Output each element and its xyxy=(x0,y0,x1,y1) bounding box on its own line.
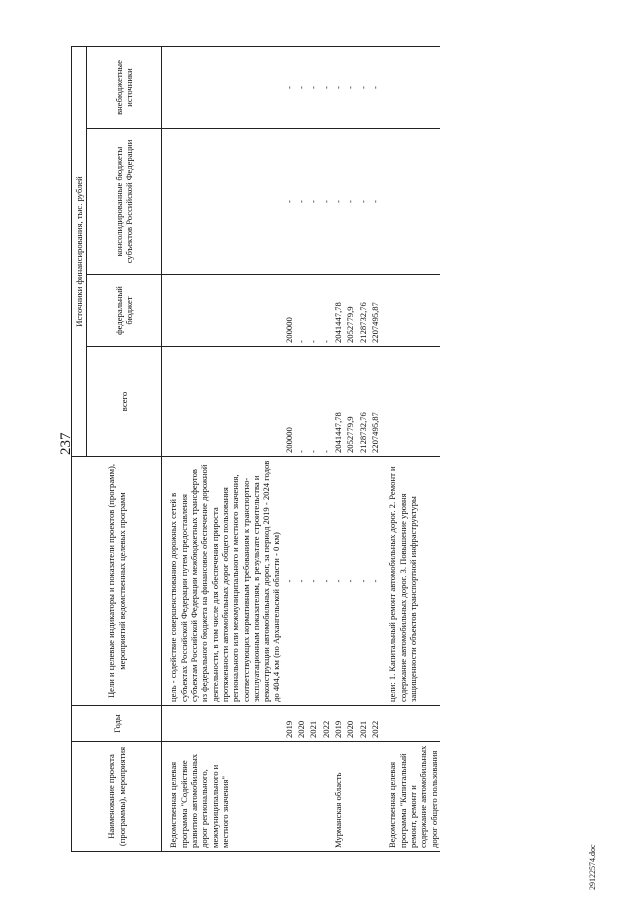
cell-federal: 2128732,76 xyxy=(357,275,369,347)
cell-extra xyxy=(162,46,283,128)
cell-goal: - xyxy=(283,457,295,706)
cell-extra: - xyxy=(320,46,332,128)
cell-name xyxy=(357,742,369,852)
cell-extra: - xyxy=(369,46,381,128)
cell-federal: - xyxy=(307,275,319,347)
header-funding-group: Источники финансирования, тыс. рублей xyxy=(72,46,87,456)
cell-year: 2019 xyxy=(332,706,344,742)
cell-year xyxy=(162,706,283,742)
table-row xyxy=(320,46,332,851)
header-extra: внебюджетные источники xyxy=(87,46,162,128)
cell-extra xyxy=(381,46,440,128)
cell-regional xyxy=(162,129,283,275)
cell-year: 2020 xyxy=(344,706,356,742)
cell-name xyxy=(307,742,319,852)
cell-regional: - xyxy=(283,129,295,275)
funding-table xyxy=(71,46,440,852)
cell-name xyxy=(295,742,307,852)
cell-extra: - xyxy=(283,46,295,128)
table-row xyxy=(332,46,344,851)
cell-regional: - xyxy=(307,129,319,275)
cell-total: 2207495,87 xyxy=(369,347,381,457)
header-regional: консолидированные бюджеты субъектов Российской Федерации xyxy=(87,129,162,275)
cell-regional: - xyxy=(344,129,356,275)
header-years: Годы xyxy=(72,706,162,742)
cell-goal: - xyxy=(295,457,307,706)
cell-total: 2041447,78 xyxy=(332,347,344,457)
cell-federal: 2052779,9 xyxy=(344,275,356,347)
cell-year: 2022 xyxy=(320,706,332,742)
cell-year: 2021 xyxy=(357,706,369,742)
cell-goal: - xyxy=(344,457,356,706)
cell-total: 200000 xyxy=(283,347,295,457)
cell-name xyxy=(344,742,356,852)
cell-total: - xyxy=(295,347,307,457)
header-name: Наименование проекта (программы), мероприятия xyxy=(72,742,162,852)
cell-year: 2021 xyxy=(307,706,319,742)
cell-name: Мурманская область xyxy=(332,742,344,852)
table-row xyxy=(344,46,356,851)
table-row xyxy=(369,46,381,851)
cell-total xyxy=(381,347,440,457)
header-federal: федеральный бюджет xyxy=(87,275,162,347)
cell-goal: - xyxy=(332,457,344,706)
table-row xyxy=(381,46,440,851)
cell-name xyxy=(320,742,332,852)
cell-federal: - xyxy=(320,275,332,347)
cell-total xyxy=(162,347,283,457)
cell-regional xyxy=(381,129,440,275)
cell-extra: - xyxy=(332,46,344,128)
cell-regional: - xyxy=(332,129,344,275)
document-id: 29122574.doc xyxy=(588,844,597,890)
page-number: 237 xyxy=(58,432,74,455)
cell-year xyxy=(381,706,440,742)
cell-goal: цель - содействие совершенствованию дорожных сетей в субъектах Российской Федерации путем предоставления субъектам Российской Федерации межбюджетных трансфертов из федерального бюджета на финансовое обеспечение дорожной деятельности, в том числе для обеспечения прироста протяженности автомобильных дорог общего пользования регионального или межмуниципального и местного значения, соответствующих нормативным требованиям к транспортно-эксплуатационным показателям, в результате строительства и реконструкции автомобильных дорог, за период 2019 - 2024 годов до 404,4 км (по Архангельской области - 0 км) xyxy=(162,457,283,706)
cell-federal: 200000 xyxy=(283,275,295,347)
header-total: всего xyxy=(87,347,162,457)
cell-goal: цели: 1. Капитальный ремонт автомобильных дорог. 2. Ремонт и содержание автомобильных дорог. 3. Повышение уровня защищенности объектов транспортной инфраструктуры xyxy=(381,457,440,706)
cell-total: - xyxy=(307,347,319,457)
cell-goal: - xyxy=(369,457,381,706)
cell-year: 2020 xyxy=(295,706,307,742)
cell-name xyxy=(369,742,381,852)
cell-extra: - xyxy=(307,46,319,128)
table-row xyxy=(357,46,369,851)
table-row xyxy=(295,46,307,851)
table-row xyxy=(283,46,295,851)
header-goals: Цели и целевые индикаторы и показатели проектов (программ), мероприятий ведомственных целевых программ xyxy=(72,457,162,706)
cell-year: 2022 xyxy=(369,706,381,742)
cell-year: 2019 xyxy=(283,706,295,742)
cell-extra: - xyxy=(344,46,356,128)
table-row xyxy=(307,46,319,851)
cell-federal xyxy=(162,275,283,347)
cell-name xyxy=(283,742,295,852)
cell-total: - xyxy=(320,347,332,457)
cell-federal xyxy=(381,275,440,347)
cell-regional: - xyxy=(369,129,381,275)
cell-regional: - xyxy=(357,129,369,275)
cell-goal: - xyxy=(307,457,319,706)
cell-name: Ведомственная целевая программа "Капитальный ремонт, ремонт и содержание автомобильных дорог общего пользования xyxy=(381,742,440,852)
cell-total: 2052779,9 xyxy=(344,347,356,457)
rotated-table-container xyxy=(71,47,615,852)
cell-total: 2128732,76 xyxy=(357,347,369,457)
cell-federal: 2207495,87 xyxy=(369,275,381,347)
cell-goal: - xyxy=(357,457,369,706)
cell-goal: - xyxy=(320,457,332,706)
cell-extra: - xyxy=(295,46,307,128)
cell-federal: - xyxy=(295,275,307,347)
cell-federal: 2041447,78 xyxy=(332,275,344,347)
cell-regional: - xyxy=(320,129,332,275)
cell-extra: - xyxy=(357,46,369,128)
table-row xyxy=(162,46,283,851)
cell-name: Ведомственная целевая программа "Содействие развитию автомобильных дорог регионального, межмуниципального и местного значения" xyxy=(162,742,283,852)
cell-regional: - xyxy=(295,129,307,275)
